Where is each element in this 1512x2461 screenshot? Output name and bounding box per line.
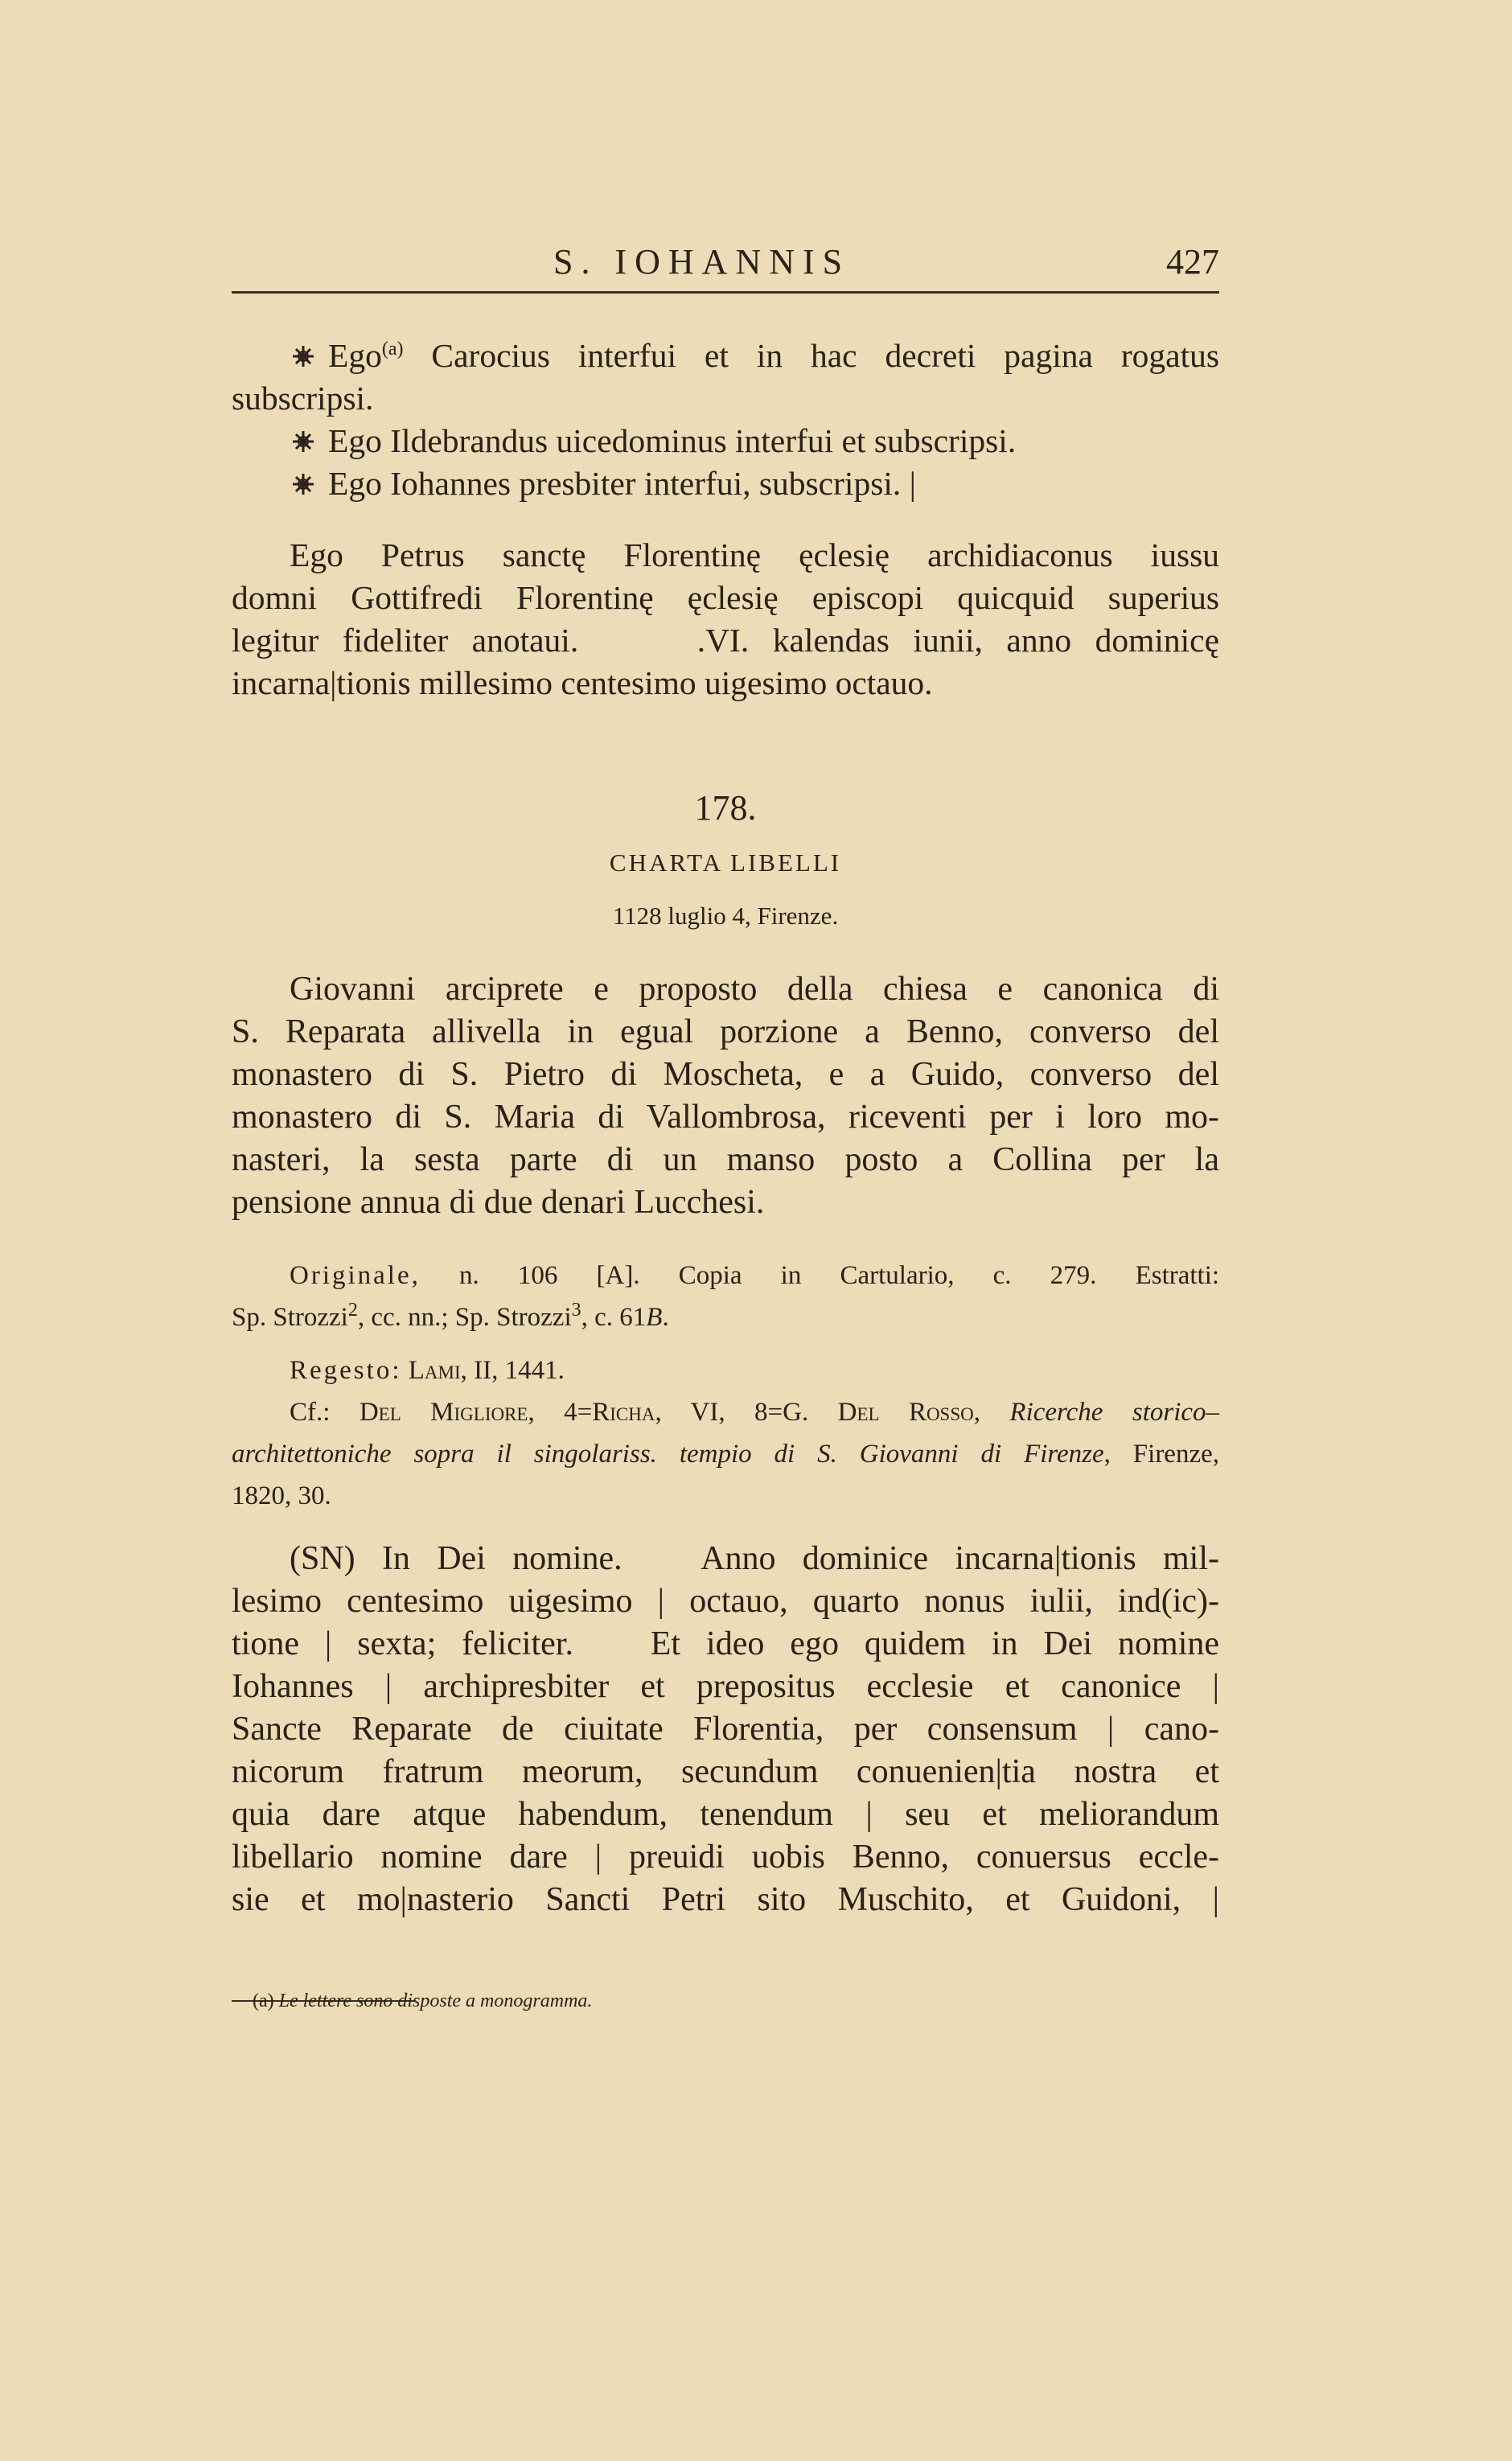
tradition-sup: 3: [571, 1300, 581, 1321]
copia-text: Copia in Cartulario, c. 279.: [678, 1261, 1097, 1290]
charter-line: (SN) In Dei nomine. Anno dominice incarna|tionis mil-: [290, 1540, 1219, 1577]
tradition-fragment: .: [662, 1303, 669, 1332]
chrismon-icon: [290, 470, 317, 498]
footnote-text: Le lettere sono disposte a monogramma.: [278, 1991, 593, 2011]
document-title: CHARTA LIBELLI: [609, 848, 842, 877]
signature-line: subscripsi.: [232, 380, 374, 417]
regesto-text: Lami, II, 1441.: [408, 1356, 565, 1385]
charter-line: Iohannes | archipresbiter et prepositus ecclesie et canonice |: [232, 1668, 1219, 1705]
summary-line: S. Reparata allivella in egual porzione a Benno, converso del: [232, 1013, 1219, 1050]
summary-line: pensione annua di due denari Lucchesi.: [232, 1184, 765, 1221]
tradition: [232, 1255, 1219, 1338]
page-header: [232, 241, 1219, 286]
paragraph-line: incarna|tionis millesimo centesimo uigesimo octauo.: [232, 664, 933, 701]
charter-line: tione | sexta; feliciter. Et ideo ego quidem in Dei nomine: [232, 1625, 1219, 1662]
document-number: 178.: [694, 788, 757, 828]
paragraph-line: Ego Petrus sanctę Florentinę ęclesię archidiaconus iussu: [290, 536, 1219, 573]
charter-line: lesimo centesimo uigesimo | octauo, quarto nonus iulii, ind(ic)-: [232, 1583, 1219, 1620]
charter-text: [232, 1538, 1219, 1921]
references: [232, 1350, 1219, 1517]
regesto-label: Regesto:: [290, 1356, 402, 1385]
signature-text: Carocius interfui et in hac decreti pagina rogatus: [431, 337, 1219, 374]
tradition-fragment: Sp. Strozzi: [232, 1303, 348, 1332]
cf-line: 1820, 30.: [232, 1481, 331, 1510]
cf-fragment: , VI, 8=G.: [655, 1398, 838, 1427]
tradition-fragment: , c. 61: [581, 1303, 647, 1332]
summary-line: nasteri, la sesta parte di un manso posto a Collina per la: [232, 1141, 1219, 1178]
paragraph-line: legitur fideliter anotaui. .VI. kalendas iunii, anno dominicę: [232, 622, 1219, 659]
tradition-sup: 2: [347, 1300, 358, 1321]
cf-author: Richa: [592, 1398, 655, 1427]
cf-fragment: , Firenze,: [1103, 1440, 1219, 1469]
paragraph-line: domni Gottifredi Florentinę ęclesię episcopi quicquid superius: [232, 579, 1219, 616]
summary: [232, 968, 1219, 1224]
tradition-line: [232, 1296, 1219, 1338]
cf-line: [232, 1391, 1219, 1433]
running-title: S. IOHANNIS: [553, 242, 851, 281]
cf-title: Ricerche storico–: [1009, 1398, 1220, 1427]
signature-ego: Ego: [328, 337, 382, 374]
footnote-ref: (a): [381, 339, 404, 360]
chrismon-icon: [290, 343, 317, 370]
regesto-line: [232, 1350, 1219, 1391]
cf-fragment: Cf.:: [290, 1398, 360, 1427]
cf-fragment: ,: [973, 1398, 1010, 1427]
cf-title: architettoniche sopra il singolariss. tempio di S. Giovanni di Firenze: [232, 1440, 1104, 1469]
signatures: [232, 335, 1219, 505]
summary-line: monastero di S. Maria di Vallombrosa, riceventi per i loro mo-: [232, 1099, 1219, 1136]
charter-line: quia dare atque habendum, tenendum | seu et meliorandum: [232, 1796, 1219, 1833]
summary-line: monastero di S. Pietro di Moscheta, e a Guido, converso del: [232, 1056, 1219, 1093]
charter-line: sie et mo|nasterio Sancti Petri sito Muschito, et Guidoni, |: [232, 1881, 1219, 1918]
footnote-mark: (a): [253, 1991, 274, 2011]
charter-line: nicorum fratrum meorum, secundum conuenien|tia nostra et: [232, 1753, 1219, 1790]
page-number: 427: [1166, 242, 1219, 281]
cf-author: Del Migliore: [359, 1398, 528, 1427]
document-date: 1128 luglio 4, Firenze.: [612, 902, 839, 930]
summary-line: Giovanni arciprete e proposto della chiesa e canonica di: [290, 971, 1219, 1008]
charter-line: Sancte Reparate de ciuitate Florentia, per consensum | cano-: [232, 1711, 1219, 1748]
estratti-label: Estratti:: [1135, 1261, 1220, 1290]
tradition-line: [232, 1255, 1219, 1296]
tradition-fragment: , cc. nn.; Sp. Strozzi: [357, 1303, 572, 1332]
header-rule: [232, 291, 1219, 294]
originale-label: Originale,: [290, 1261, 421, 1290]
charter-line: libellario nomine dare | preuidi uobis Benno, conuersus eccle-: [232, 1839, 1219, 1876]
chrismon-icon: [290, 428, 317, 455]
cf-author: Del Rosso: [837, 1398, 974, 1427]
closing-paragraph: [232, 534, 1219, 705]
signature-text: Ego Iohannes presbiter interfui, subscripsi. |: [328, 465, 916, 502]
footnote: [232, 1980, 1240, 2022]
cf-line: [232, 1433, 1219, 1475]
signature-line: [232, 420, 1219, 462]
cf-fragment: , 4=: [528, 1398, 593, 1427]
signature-text: Ego Ildebrandus uicedominus interfui et subscripsi.: [328, 422, 1017, 459]
originale-text: n. 106 [A].: [459, 1261, 640, 1290]
tradition-fragment: B: [646, 1303, 663, 1332]
signature-line: [232, 335, 1219, 377]
signature-line: [232, 462, 1219, 505]
